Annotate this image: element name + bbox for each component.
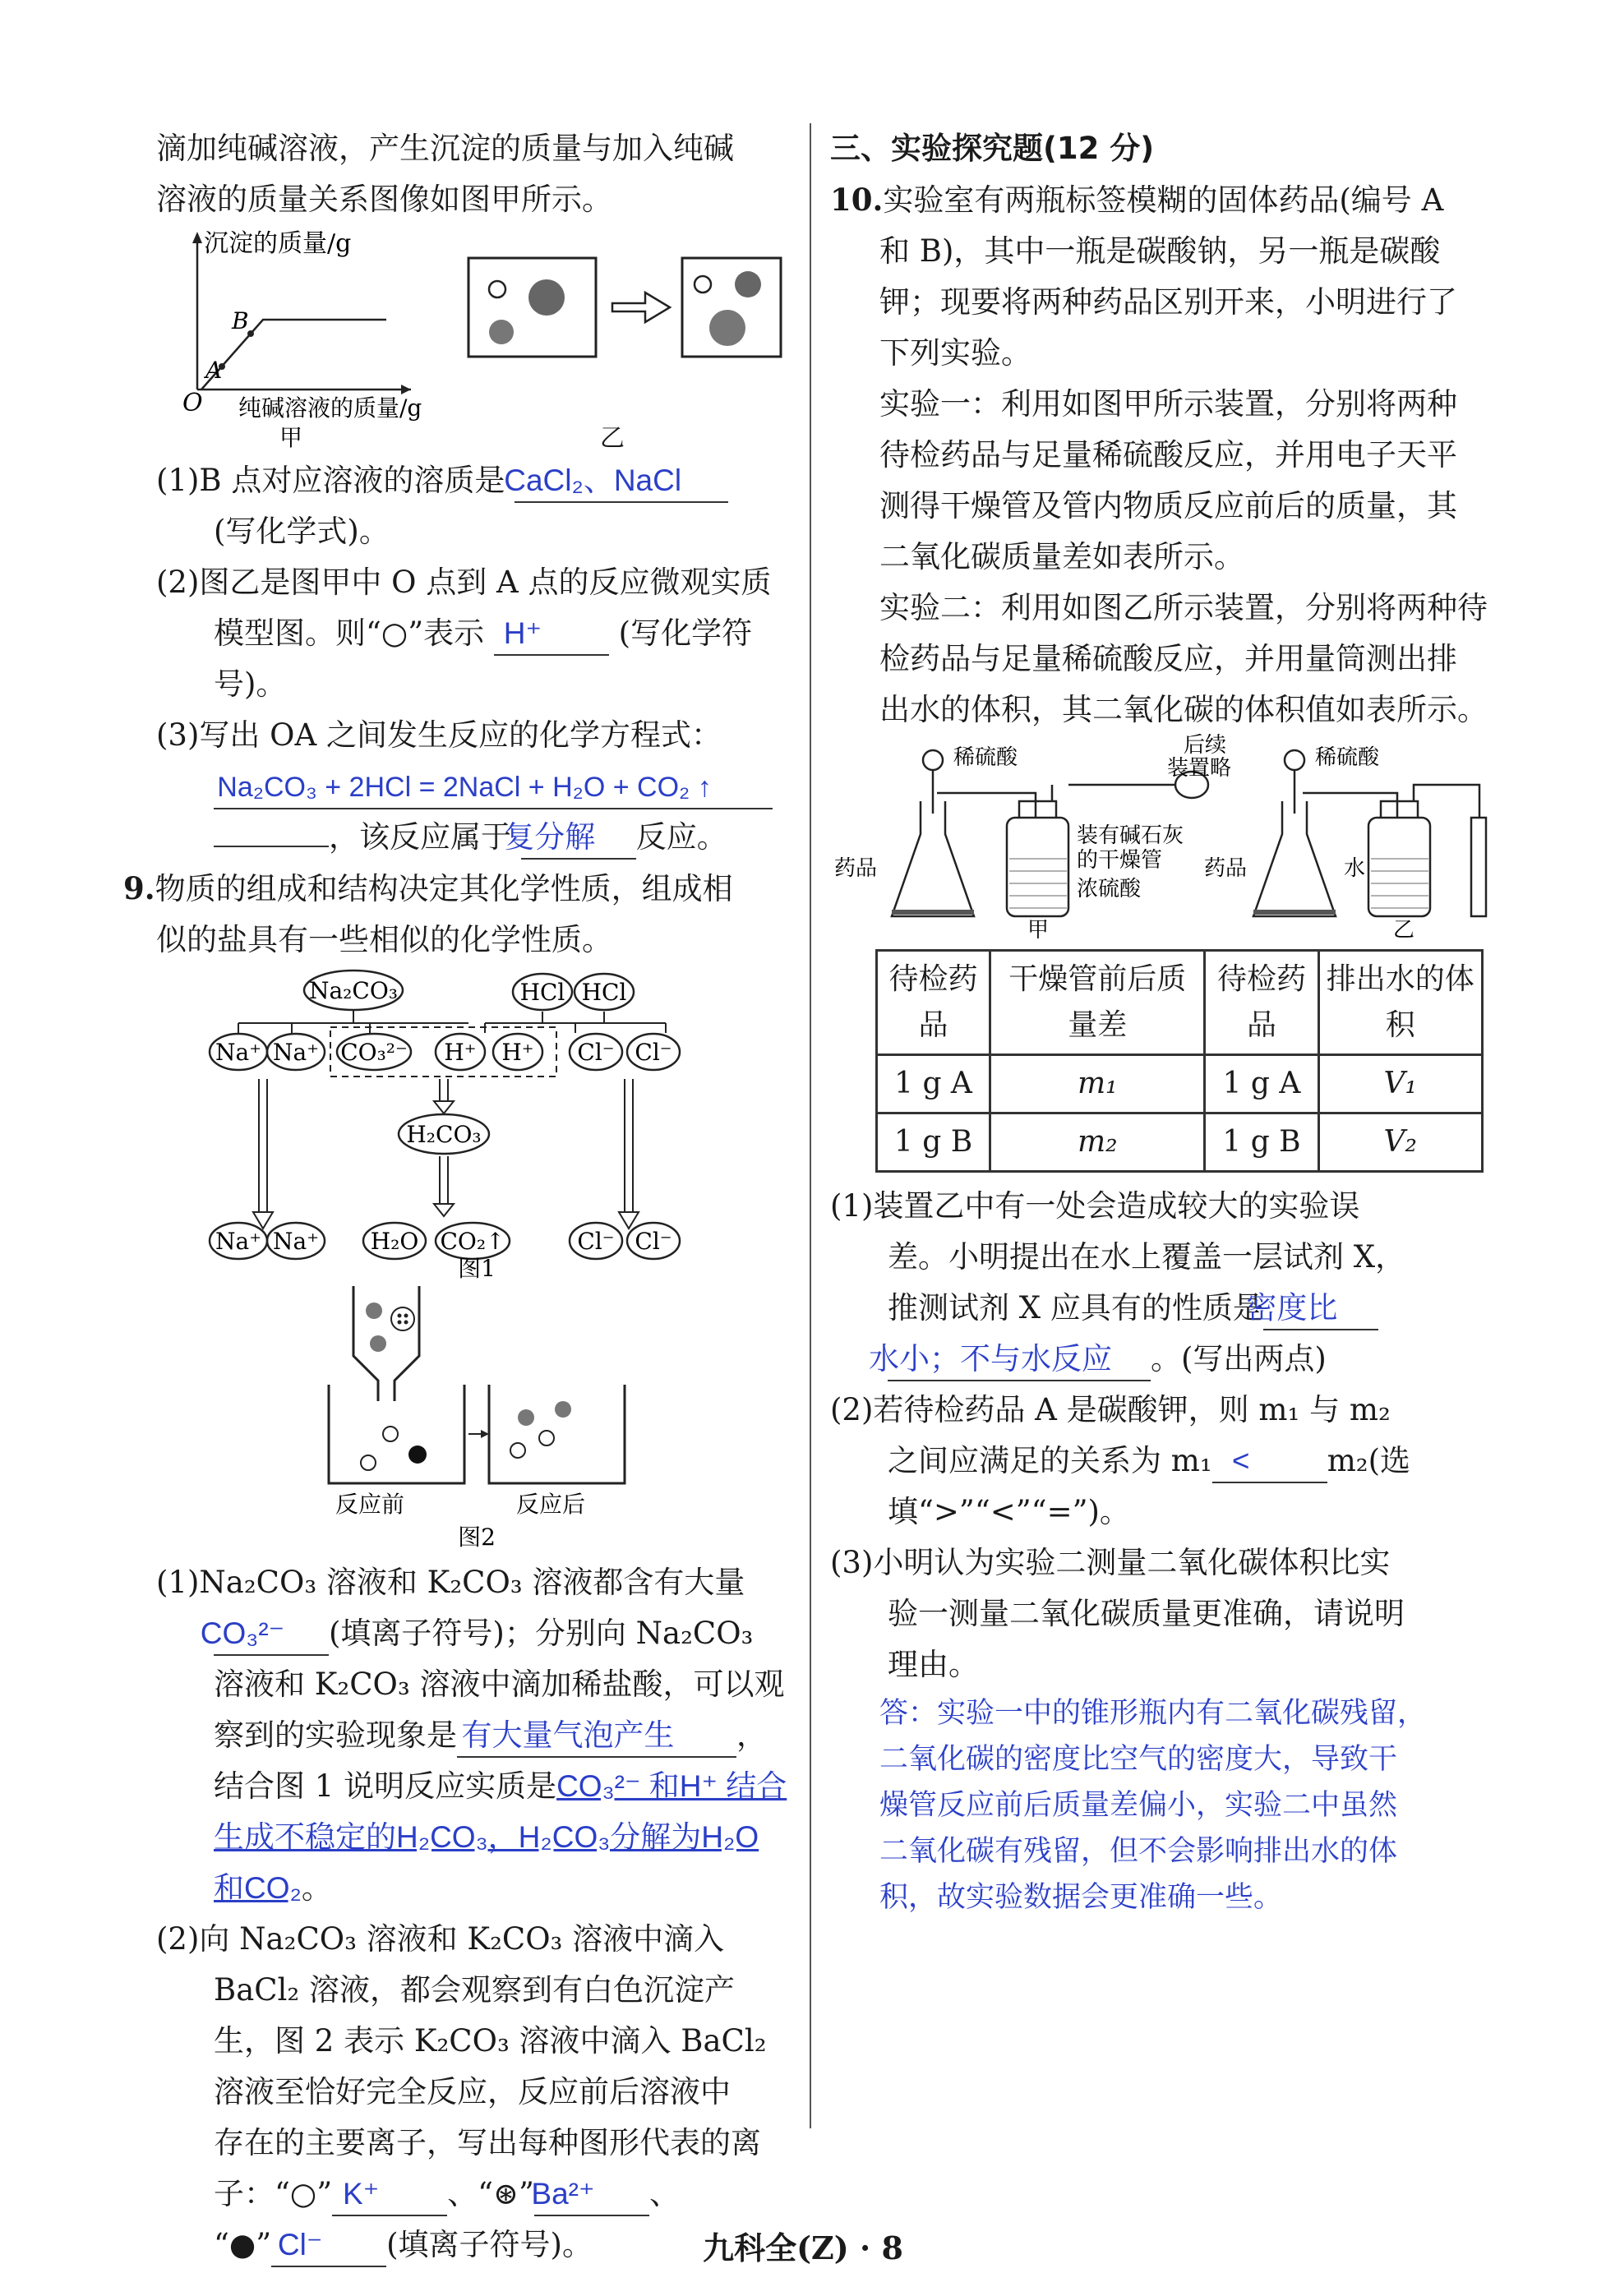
figure-jia-yi	[156, 225, 789, 451]
q9-2: (2)向 Na₂CO₃ 溶液和 K₂CO₃ 溶液中滴入 BaCl₂ 溶液，都会观察到有白色沉淀产 生，图 2 表示 K₂CO₃ 溶液中滴入 BaCl₂ 溶液至恰好完全反应，反应前后溶液中 存在的主要离子，写出每种图形代表的离 子：“○” K⁺ 、“⊛”Ba²⁺ 、 “●” Cl⁻ (填离子符号)。	[156, 1914, 789, 2271]
table-row: 1 g B m₂ 1 g B V₂	[877, 1113, 1483, 1172]
cl-ion: Cl⁻	[635, 1228, 672, 1255]
answer-blank: 复分解	[521, 817, 636, 860]
co3-ion: CO₃²⁻	[340, 1039, 408, 1066]
table-row: 1 g A m₁ 1 g A V₁	[877, 1055, 1483, 1113]
origin-label: O	[182, 389, 203, 417]
answer-blank: CO₃²⁻	[214, 1613, 329, 1656]
y-axis-label: 沉淀的质量/g	[204, 229, 352, 258]
acid-label: 稀硫酸	[953, 745, 1018, 770]
q10-1: (1)装置乙中有一处会造成较大的实验误 差。小明提出在水上覆盖一层试剂 X， 推测试剂 X 应具有的性质是密度比 水小；不与水反应 。(写出两点)	[830, 1181, 1488, 1385]
answer-text: CO₃²⁻ 和H⁺ 结合生成不稳定的H₂CO₃，H₂CO₃分解为H₂O和CO₂	[214, 1769, 787, 1905]
footer-dot: ·	[860, 2229, 871, 2266]
na-ion: Na⁺	[273, 1039, 319, 1066]
answer-blank: CaCl₂、NaCl	[515, 460, 728, 503]
answer-blank: H⁺	[494, 613, 609, 656]
q8-2: (2)图乙是图甲中 O 点到 A 点的反应微观实质 模型图。则“○”表示 H⁺ (写化学符号)。	[156, 565, 772, 702]
left-column	[123, 123, 789, 2271]
table-header: 排出水的体积	[1318, 951, 1482, 1055]
q8-3: (3)写出 OA 之间发生反应的化学方程式： Na₂CO₃ + 2HCl = 2NaCl + H₂O + CO₂ ↑ ，该反应属于 复分解 反应。	[156, 710, 789, 863]
co2-label: CO₂↑	[440, 1228, 505, 1255]
before-label: 反应前	[335, 1491, 405, 1518]
h2co3-label: H₂CO₃	[406, 1121, 482, 1148]
q10-stem: 10.实验室有两瓶标签模糊的固体药品(编号 A 和 B)，其中一瓶是碳酸钠，另一瓶是碳酸 钾；现要将两种药品区别开来，小明进行了 下列实验。	[830, 182, 1457, 371]
apparatus-jia: 甲	[1027, 918, 1050, 943]
q10-2: (2)若待检药品 A 是碳酸钾，则 m₁ 与 m₂ 之间应满足的关系为 m₁ < m₂(选 填“>”“<”“=”)。	[830, 1392, 1411, 1529]
figure-2	[156, 1278, 789, 1557]
answer-blank: K⁺	[332, 2174, 447, 2216]
water-label: 水	[1344, 856, 1366, 881]
na2co3-label: Na₂CO₃	[308, 977, 399, 1004]
hcl-label: HCl	[581, 979, 627, 1006]
apparatus-yi: 乙	[1393, 918, 1415, 943]
answer-blank: 有大量气泡产生	[457, 1715, 736, 1758]
hcl-label: HCl	[519, 979, 565, 1006]
after-label: 反应后	[515, 1491, 586, 1518]
omit-label: 装置略	[1167, 756, 1232, 781]
beaker-diagram	[156, 1278, 789, 1557]
figure-1-caption: 图1	[458, 1255, 496, 1282]
cl-ion: Cl⁻	[577, 1039, 615, 1066]
point-b-label: B	[232, 307, 249, 334]
answer-blank: Cl⁻	[271, 2225, 386, 2267]
drytube-label: 的干燥管	[1077, 848, 1163, 873]
graph-jia	[156, 225, 789, 451]
data-table	[875, 949, 1484, 1173]
answer-blank: 密度比	[1263, 1288, 1378, 1330]
experiment-1: 实验一：利用如图甲所示装置，分别将两种 待检药品与足量稀硫酸反应，并用电子天平 测得干燥管及管内物质反应前后的质量，其 二氧化碳质量差如表所示。	[879, 386, 1457, 574]
acid-label: 稀硫酸	[1315, 745, 1380, 770]
x-axis-label: 纯碱溶液的质量/g	[238, 394, 422, 422]
table-header: 待检药品	[1205, 951, 1318, 1055]
page-footer	[0, 2223, 1606, 2268]
h-ion: H⁺	[444, 1039, 477, 1066]
q9-1: (1)Na₂CO₃ 溶液和 K₂CO₃ 溶液都含有大量 CO₃²⁻ (填离子符号)；分别向 Na₂CO₃ 溶液和 K₂CO₃ 溶液中滴加稀盐酸，可以观 察到的实验现象是 有大量气泡产生 ， 结合图 1 说明反应实质是CO₃²⁻ 和H⁺ 结合生成不稳定的H₂CO₃，H₂CO₃分解为H₂O和CO₂。	[156, 1565, 787, 1906]
q9-stem: 9.物质的组成和结构决定其化学性质，组成相 似的盐具有一些相似的化学性质。	[123, 870, 733, 957]
answer-blank: Ba²⁺	[534, 2174, 649, 2216]
ion-diagram	[156, 966, 789, 1282]
answer-blank: <	[1212, 1441, 1327, 1483]
answer-blank: Na₂CO₃ + 2HCl = 2NaCl + H₂O + CO₂ ↑	[214, 767, 773, 809]
answer-blank: 水小；不与水反应	[888, 1339, 1151, 1381]
section-title: 三、实验探究题(12 分)	[830, 131, 1155, 166]
experiment-2: 实验二：利用如图乙所示装置，分别将两种待 检药品与足量稀硫酸反应，并用量筒测出排 出水的体积，其二氧化碳的体积值如表所示。	[879, 590, 1488, 727]
column-divider	[810, 123, 811, 2128]
table-header: 干燥管前后质量差	[990, 951, 1205, 1055]
apparatus-figure	[830, 735, 1488, 941]
figure-1	[156, 966, 789, 1282]
na-ion: Na⁺	[215, 1228, 261, 1255]
apparatus-diagram	[830, 735, 1488, 941]
footer-label: 九科全(Z)	[703, 2229, 849, 2266]
table-header: 待检药品	[877, 951, 990, 1055]
q8-1: (1)B 点对应溶液的溶质是 CaCl₂、NaCl (写化学式)。	[156, 455, 789, 557]
intro-line: 溶液的质量关系图像如图甲所示。	[156, 182, 612, 217]
figure-2-caption: 图2	[458, 1524, 496, 1551]
na-ion: Na⁺	[215, 1039, 261, 1066]
q10-3: (3)小明认为实验二测量二氧化碳体积比实 验一测量二氧化碳质量更准确，请说明 理由。	[830, 1545, 1405, 1682]
q10-3-answer: 答：实验一中的锥形瓶内有二氧化碳残留， 二氧化碳的密度比空气的密度大，导致干 燥管反应前后质量差偏小，实验二中虽然 二氧化碳有残留，但不会影响排出水的体 积，故实验数据会更准确一些。	[879, 1697, 1427, 1913]
na-ion: Na⁺	[273, 1228, 319, 1255]
h-ion: H⁺	[501, 1039, 534, 1066]
drytube-label: 装有碱石灰	[1077, 823, 1184, 848]
cl-ion: Cl⁻	[635, 1039, 672, 1066]
conc-acid-label: 浓硫酸	[1077, 877, 1142, 901]
right-column	[830, 123, 1488, 1920]
caption-jia: 甲	[279, 424, 303, 451]
follow-label: 后续	[1184, 733, 1227, 758]
drug-label: 药品	[1204, 856, 1248, 881]
caption-yi: 乙	[600, 424, 625, 453]
intro-line: 滴加纯碱溶液，产生沉淀的质量与加入纯碱	[156, 131, 734, 166]
h2o-label: H₂O	[370, 1228, 419, 1255]
cl-ion: Cl⁻	[577, 1228, 615, 1255]
page-number: 8	[881, 2229, 903, 2266]
drug-label: 药品	[834, 856, 878, 881]
point-a-label: A	[205, 357, 223, 384]
